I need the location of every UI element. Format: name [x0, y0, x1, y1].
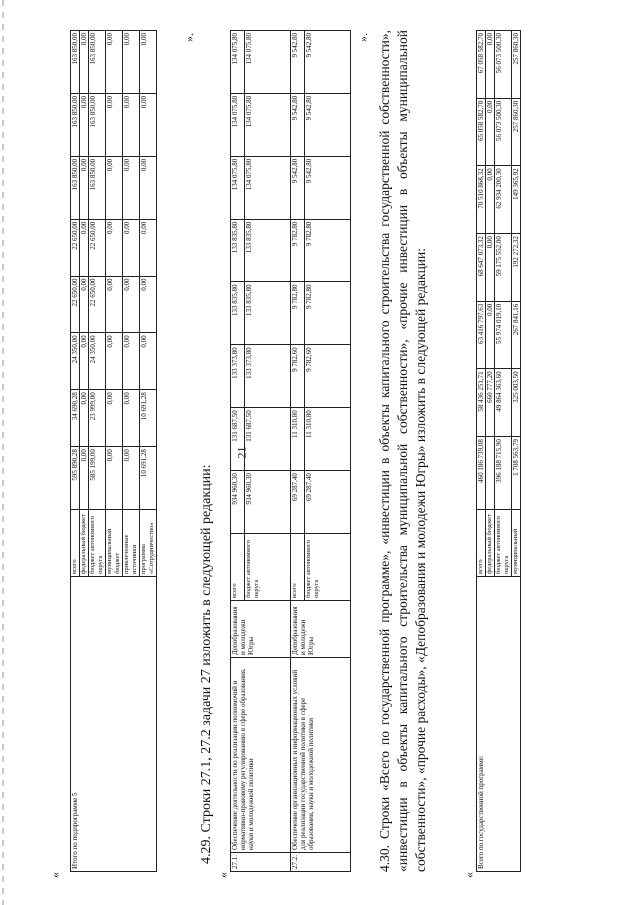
executor-cell: Депобразования и молодежи Югры: [231, 601, 291, 658]
value-cell: 1 708 563,79: [512, 437, 521, 510]
value-cell: 585 199,00: [89, 447, 106, 510]
value-cell: 0,00: [123, 156, 140, 219]
value-cell: 9 782,60: [305, 345, 351, 408]
value-cell: 257 860,30: [512, 98, 521, 166]
row-name-cell: Обеспечение организационных и информационных условий для реализации государственной политики в сфере образования, науки и молодежной политики: [291, 658, 351, 853]
source-cell: муниципальный: [512, 510, 521, 577]
value-cell: 58 436 251,71: [477, 369, 486, 437]
value-cell: 0,00: [106, 93, 123, 156]
source-cell: федеральный бюджет: [80, 510, 89, 577]
value-cell: 134 075,80: [231, 31, 245, 94]
value-cell: 11 310,80: [305, 408, 351, 471]
value-cell: 22 650,00: [89, 219, 106, 276]
open-quote-429: «: [216, 872, 230, 878]
value-cell: 9 782,60: [291, 345, 305, 408]
value-cell: 0,00: [106, 156, 123, 219]
value-cell: 133 373,80: [231, 345, 245, 408]
value-cell: 0,00: [486, 301, 495, 369]
value-cell: 56 073 500,30: [495, 31, 512, 99]
value-cell: 0,00: [123, 31, 140, 94]
value-cell: 0,00: [106, 390, 123, 447]
value-cell: 56 073 500,30: [495, 98, 512, 166]
value-cell: 59 175 552,00: [495, 234, 512, 302]
value-cell: 660 777,20: [486, 369, 495, 437]
value-cell: 9 542,80: [305, 93, 351, 156]
source-cell: бюджет автономного округа: [305, 534, 351, 601]
value-cell: 62 934 200,30: [495, 166, 512, 234]
close-quote-top: ».: [182, 33, 196, 42]
value-cell: 10 691,28: [140, 447, 157, 510]
rotated-page-content: [20, 22, 620, 882]
row-name-cell: Обеспечение деятельности по реализации полномочий и нормативно-правовому регулированию в сфере образования, науки и молодежной политики: [231, 658, 291, 853]
value-cell: 0,00: [80, 447, 89, 510]
value-cell: 0,00: [140, 333, 157, 390]
value-cell: 9 782,80: [305, 219, 351, 282]
executor-cell: Депобразования и молодежи Югры: [291, 601, 351, 658]
value-cell: 0,00: [106, 219, 123, 276]
value-cell: 69 287,40: [291, 471, 305, 534]
value-cell: 9 782,80: [291, 219, 305, 282]
value-cell: 396 188 715,90: [495, 437, 512, 510]
value-cell: 0,00: [80, 333, 89, 390]
value-cell: 0,00: [80, 156, 89, 219]
value-cell: 133 835,80: [231, 219, 245, 282]
value-cell: 22 650,00: [71, 219, 80, 276]
table-row: [71, 31, 80, 872]
close-quote-429: ».: [356, 33, 370, 42]
value-cell: 133 835,80: [245, 219, 291, 282]
table-row: [291, 31, 305, 872]
value-cell: 0,00: [486, 234, 495, 302]
program-total-table: [476, 30, 521, 872]
tasks-27-table: [230, 30, 351, 872]
value-cell: 23 999,00: [89, 390, 106, 447]
value-cell: 325 003,50: [512, 369, 521, 437]
value-cell: 595 890,28: [71, 447, 80, 510]
value-cell: 10 691,28: [140, 390, 157, 447]
source-cell: программа «Сотрудничество»: [140, 510, 157, 577]
value-cell: 0,00: [140, 219, 157, 276]
value-cell: 0,00: [140, 31, 157, 94]
row-number-cell: 27.2.: [291, 853, 351, 872]
value-cell: 131 687,50: [231, 408, 245, 471]
value-cell: 131 687,50: [245, 408, 291, 471]
value-cell: 163 850,00: [89, 156, 106, 219]
value-cell: 163 850,00: [71, 93, 80, 156]
value-cell: 70 510 868,32: [477, 166, 486, 234]
value-cell: 68 647 073,32: [477, 234, 486, 302]
source-cell: всего: [71, 510, 80, 577]
value-cell: [486, 437, 495, 510]
value-cell: 0,00: [80, 390, 89, 447]
value-cell: 267 841,16: [512, 301, 521, 369]
value-cell: 9 782,80: [291, 282, 305, 345]
value-cell: 9 542,80: [305, 31, 351, 94]
value-cell: 0,00: [140, 93, 157, 156]
value-cell: 133 835,80: [245, 282, 291, 345]
value-cell: 134 075,80: [245, 93, 291, 156]
value-cell: 0,00: [123, 447, 140, 510]
page-number: 21: [234, 446, 249, 459]
source-cell: привлеченные источники: [123, 510, 140, 577]
value-cell: 460 186 739,08: [477, 437, 486, 510]
value-cell: 0,00: [123, 333, 140, 390]
value-cell: 0,00: [486, 31, 495, 99]
value-cell: 22 650,00: [89, 276, 106, 333]
value-cell: 0,00: [140, 156, 157, 219]
value-cell: 9 542,80: [305, 156, 351, 219]
value-cell: 0,00: [80, 219, 89, 276]
value-cell: 65 058 582,70: [477, 98, 486, 166]
value-cell: 11 310,80: [291, 408, 305, 471]
value-cell: 69 287,40: [305, 471, 351, 534]
source-cell: всего: [291, 534, 305, 601]
open-quote-top: «: [48, 872, 62, 878]
value-cell: 257 860,30: [512, 31, 521, 99]
source-cell: бюджет автономного округа: [495, 510, 512, 577]
source-cell: бюджет автономного округа: [245, 534, 291, 601]
table-row: [231, 31, 245, 872]
value-cell: 9 542,80: [291, 93, 305, 156]
source-cell: всего: [231, 534, 245, 601]
value-cell: 9 542,80: [291, 31, 305, 94]
value-cell: 24 350,00: [71, 333, 80, 390]
value-cell: 0,00: [106, 333, 123, 390]
value-cell: 163 850,00: [89, 93, 106, 156]
value-cell: 49 864 363,60: [495, 369, 512, 437]
value-cell: 163 850,00: [89, 31, 106, 94]
value-cell: 0,00: [80, 276, 89, 333]
item-430-text: 4.30. Строки «Всего по государственной программе», «инвестиции в объекты капитального строительства государственной собственности», «инвестиции в объекты капитального строительства муниципальной собственности», «прочие инвестиции в объекты муниципальной собственности», «прочие расходы», «Депобразования и молодежи Югры» изложить в следующей редакции:: [377, 30, 428, 872]
source-cell: федеральный бюджет: [486, 510, 495, 577]
value-cell: 0,00: [123, 276, 140, 333]
value-cell: 0,00: [123, 219, 140, 276]
value-cell: 9 542,80: [291, 156, 305, 219]
scan-edge: [2, 0, 4, 905]
total-label-cell: Всего по государственной программе:: [477, 577, 521, 872]
value-cell: 134 075,80: [245, 31, 291, 94]
value-cell: 0,00: [123, 390, 140, 447]
value-cell: 163 850,00: [71, 31, 80, 94]
value-cell: 0,00: [140, 276, 157, 333]
value-cell: 934 960,30: [231, 471, 245, 534]
total-label-cell: Итого по подпрограмме 5: [71, 577, 157, 872]
value-cell: 134 075,80: [245, 156, 291, 219]
value-cell: 22 650,00: [71, 276, 80, 333]
source-cell: всего: [477, 510, 486, 577]
value-cell: 24 350,00: [89, 333, 106, 390]
value-cell: 55 974 019,10: [495, 301, 512, 369]
subprogram-total-table: [70, 30, 157, 872]
value-cell: 0,00: [123, 93, 140, 156]
row-number-cell: 27.1.: [231, 853, 291, 872]
value-cell: 192 272,32: [512, 234, 521, 302]
value-cell: 67 058 582,70: [477, 31, 486, 99]
value-cell: 134 075,80: [231, 156, 245, 219]
value-cell: 133 373,80: [245, 345, 291, 408]
value-cell: 0,00: [80, 93, 89, 156]
value-cell: 63 416 797,63: [477, 301, 486, 369]
value-cell: 0,00: [486, 166, 495, 234]
value-cell: 34 690,28: [71, 390, 80, 447]
item-429-heading: 4.29. Строки 27.1, 27.2 задачи 27 изложить в следующей редакции:: [199, 464, 214, 864]
value-cell: 149 365,92: [512, 166, 521, 234]
value-cell: 134 075,80: [231, 93, 245, 156]
value-cell: 0,00: [106, 447, 123, 510]
value-cell: 934 960,30: [245, 471, 291, 534]
value-cell: 0,00: [106, 31, 123, 94]
value-cell: 0,00: [106, 276, 123, 333]
source-cell: муниципальный бюджет: [106, 510, 123, 577]
value-cell: 9 782,80: [305, 282, 351, 345]
value-cell: 0,00: [486, 98, 495, 166]
source-cell: бюджет автономного округа: [89, 510, 106, 577]
open-quote-430: «: [462, 872, 476, 878]
value-cell: 133 835,80: [231, 282, 245, 345]
value-cell: 0,00: [80, 31, 89, 94]
table-row: [477, 31, 486, 872]
value-cell: 163 850,00: [71, 156, 80, 219]
